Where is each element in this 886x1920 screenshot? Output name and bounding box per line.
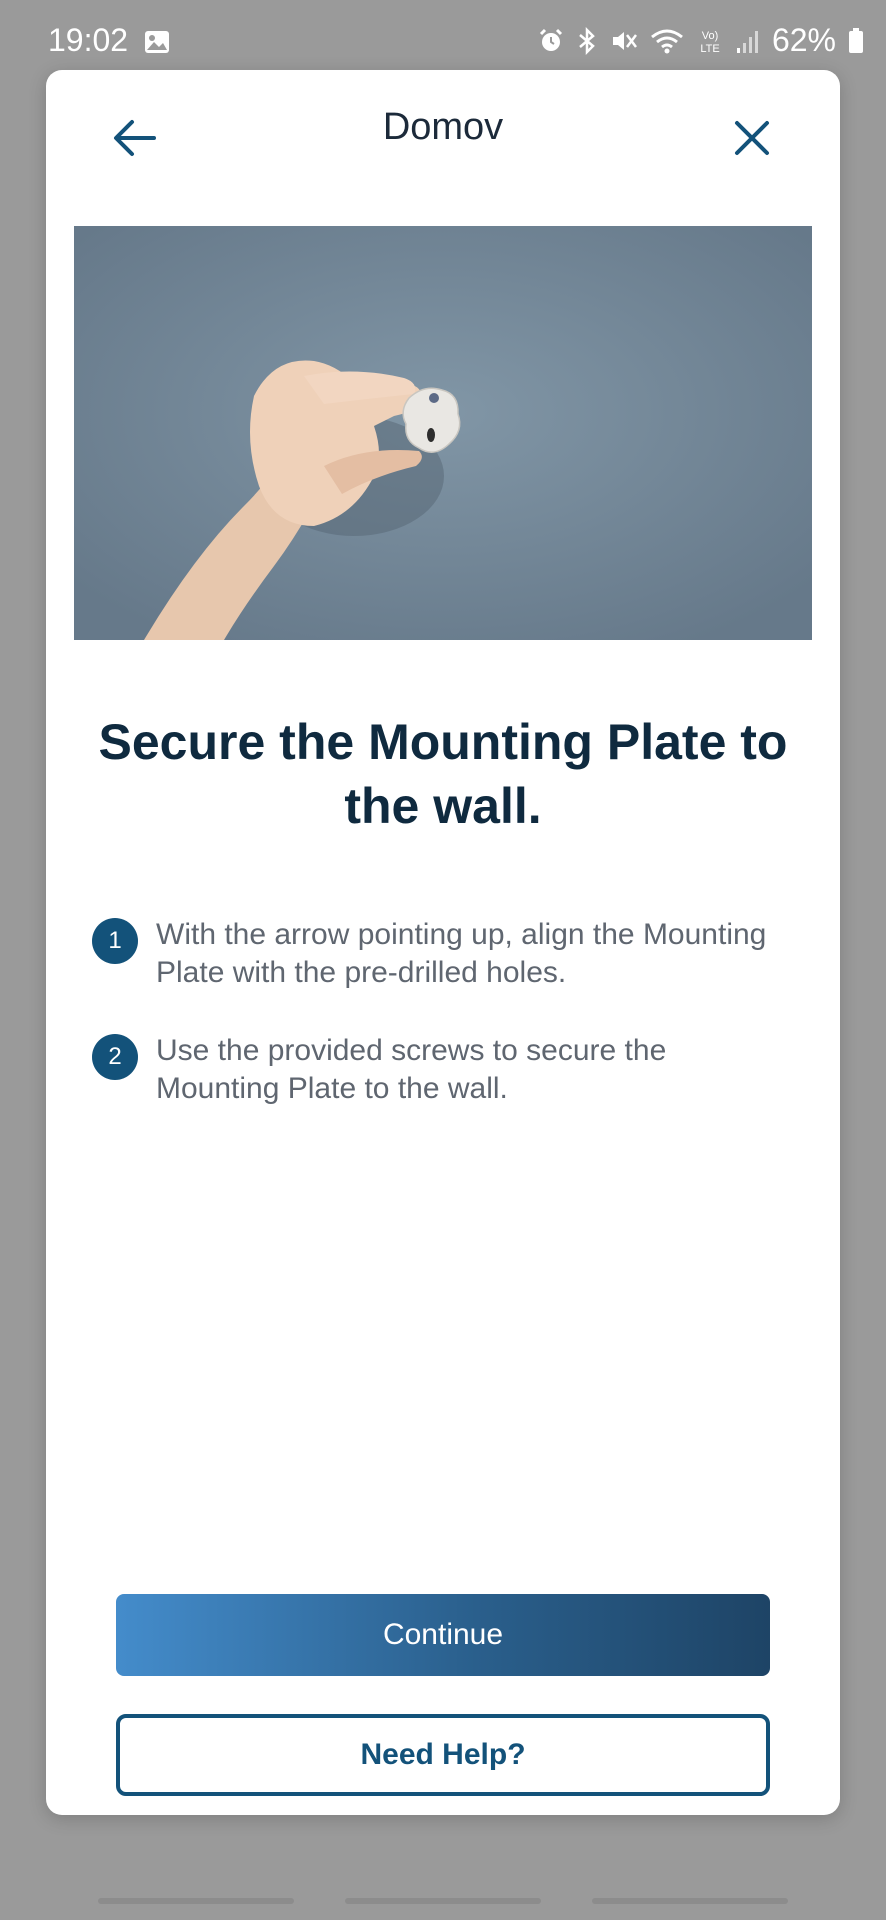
step-item [92, 916, 792, 992]
alarm-icon [538, 28, 564, 54]
nav-hint-right [592, 1898, 788, 1904]
battery-percent: 62% [771, 22, 836, 58]
continue-button[interactable]: Continue [116, 1594, 770, 1676]
header-title: Domov [382, 106, 504, 148]
mute-icon [610, 27, 638, 55]
svg-text:LTE: LTE [700, 42, 720, 55]
nav-hint-center [345, 1898, 541, 1904]
signal-icon [736, 28, 760, 54]
battery-icon [848, 28, 864, 54]
step-text: With the arrow pointing up, align the Mounting Plate with the pre-drilled holes. [156, 918, 767, 989]
status-icons [538, 22, 864, 59]
step-item [92, 1032, 792, 1108]
hero-image [74, 226, 812, 640]
page-title: Secure the Mounting Plate to the wall. [98, 714, 788, 834]
nav-hint-left [98, 1898, 294, 1904]
instruction-steps [92, 916, 792, 1148]
setup-card [46, 70, 840, 1815]
bluetooth-icon [576, 27, 598, 55]
svg-text:Vo): Vo) [701, 29, 719, 42]
volte-icon [696, 27, 724, 55]
need-help-button[interactable]: Need Help? [116, 1714, 770, 1796]
gallery-icon [144, 30, 170, 54]
close-button[interactable] [722, 108, 782, 168]
step-text: Use the provided screws to secure the Mounting Plate to the wall. [156, 1034, 667, 1105]
wifi-icon [650, 27, 684, 55]
step-number-badge: 1 [92, 918, 138, 964]
hand-mounting-plate-illustration [74, 226, 812, 640]
close-icon [734, 120, 770, 156]
step-number-badge: 2 [92, 1034, 138, 1080]
status-time: 19:02 [48, 22, 129, 58]
